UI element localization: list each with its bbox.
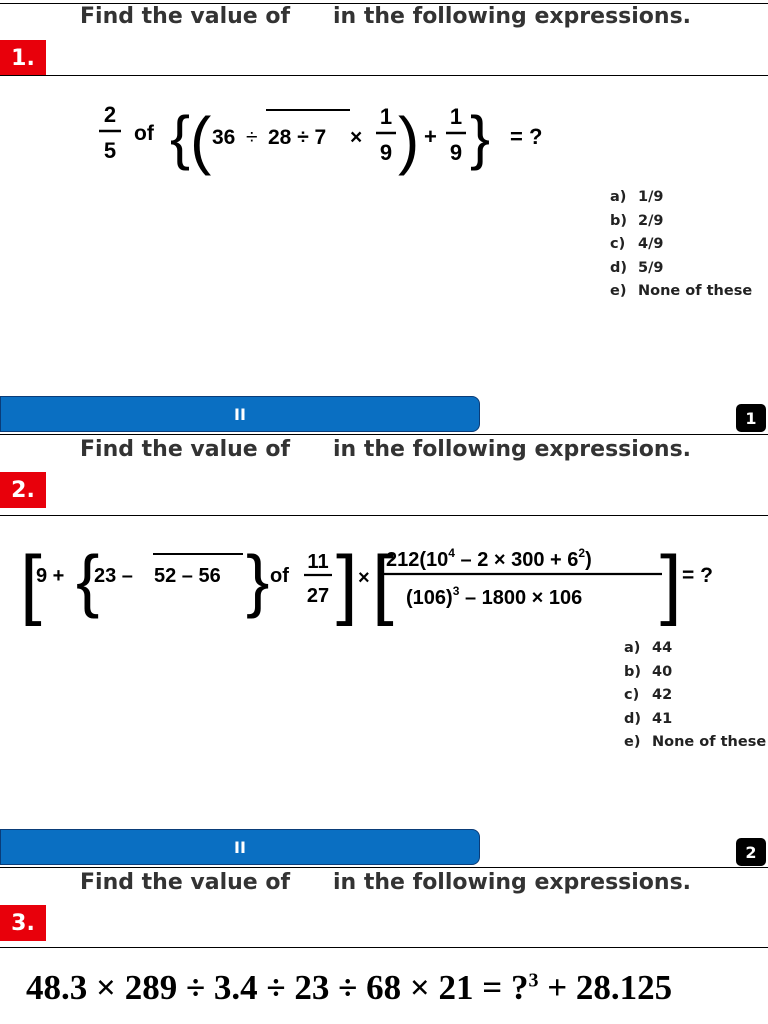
question-3-top-border — [0, 867, 768, 868]
option-item[interactable]: c) 42 — [624, 687, 673, 703]
question-2-top-border — [0, 434, 768, 435]
q2-times: × — [358, 567, 370, 589]
q1-frac-b-den: 9 — [379, 140, 393, 165]
option-item[interactable]: c) 4/9 — [610, 236, 664, 252]
q2-brace-open: { — [76, 541, 100, 619]
option-item[interactable]: d) 41 — [624, 710, 673, 727]
q2-bracket2-close: ] — [660, 539, 682, 626]
question-2-heading-right: in the following expressions. — [333, 437, 692, 462]
question-1-footer-bar[interactable]: II — [0, 396, 480, 432]
q2-brace-close: } — [246, 541, 270, 619]
question-2-expression — [20, 530, 730, 626]
q2-of: of — [270, 565, 289, 587]
q2-frac-den: 27 — [306, 585, 330, 607]
q2-big-den: $(106)^3 - 1800 \times 106$ — [406, 584, 583, 609]
q2-bracket2-open: [ — [372, 539, 394, 626]
question-1-divider — [0, 75, 768, 76]
q1-paren-open: ( — [190, 104, 212, 176]
q2-bracket-close: ] — [336, 539, 358, 626]
question-3-divider — [0, 947, 768, 948]
question-1-expression — [90, 96, 560, 182]
question-2-number-badge: 2. — [0, 472, 46, 508]
q1-plus: + — [424, 124, 437, 149]
q1-of: of — [134, 122, 154, 145]
option-item[interactable]: b) 40 — [624, 663, 673, 680]
question-1-heading-left: Find the value of — [80, 4, 291, 29]
question-3-heading-right: in the following expressions. — [333, 870, 692, 895]
question-2-footer-bar[interactable]: II — [0, 829, 480, 865]
q1-equals: = ? — [510, 124, 543, 149]
question-2-heading-left: Find the value of — [80, 437, 291, 462]
q2-equals: = ? — [682, 564, 713, 587]
question-2-options — [624, 637, 766, 755]
q1-frac-c-num: 1 — [449, 104, 463, 129]
q2-9plus: 9 + — [36, 565, 65, 587]
q2-n23: 23 – — [94, 565, 133, 587]
question-1-options — [610, 186, 752, 304]
question-3-number-badge: 3. — [0, 905, 46, 941]
q1-brace-open: { — [170, 104, 191, 171]
page-number-badge-1: 1 — [736, 404, 766, 432]
option-item[interactable]: b) 2/9 — [610, 212, 664, 229]
q1-times: × — [350, 126, 363, 149]
option-item[interactable]: e) None of these — [624, 734, 767, 750]
question-1-heading-right: in the following expressions. — [333, 4, 692, 29]
q1-div: ÷ — [246, 126, 258, 149]
q1-frac-b-num: 1 — [379, 104, 393, 129]
option-item[interactable]: e) None of these — [610, 283, 753, 299]
option-item[interactable]: d) 5/9 — [610, 259, 664, 276]
question-1-number-badge: 1. — [0, 40, 46, 76]
q1-n36: 36 — [212, 126, 236, 149]
q1-frac-a-den: 5 — [103, 138, 117, 163]
q1-vinc-expr: 28 ÷ 7 — [268, 126, 327, 149]
q1-brace-close: } — [470, 104, 491, 171]
q2-big-num: $212(10^4 - 2 \times 300 + 6^2)$ — [386, 546, 592, 571]
option-item[interactable]: a) 1/9 — [610, 189, 664, 205]
q1-frac-c-den: 9 — [449, 140, 463, 165]
q1-paren-close: ) — [398, 104, 420, 176]
q2-bracket-open: [ — [20, 539, 42, 626]
question-3-expression: 48.3 × 289 ÷ 3.4 ÷ 23 ÷ 68 × 21 = ?$^3$ + 28.125 — [26, 968, 673, 1007]
q1-frac-a-num: 2 — [103, 102, 117, 127]
option-item[interactable]: a) 44 — [624, 640, 673, 656]
q2-frac-num: 11 — [307, 551, 329, 573]
question-2-divider — [0, 515, 768, 516]
question-3-heading-left: Find the value of — [80, 870, 291, 895]
q2-vinc-expr: 52 – 56 — [154, 565, 221, 587]
page-number-badge-2: 2 — [736, 838, 766, 866]
